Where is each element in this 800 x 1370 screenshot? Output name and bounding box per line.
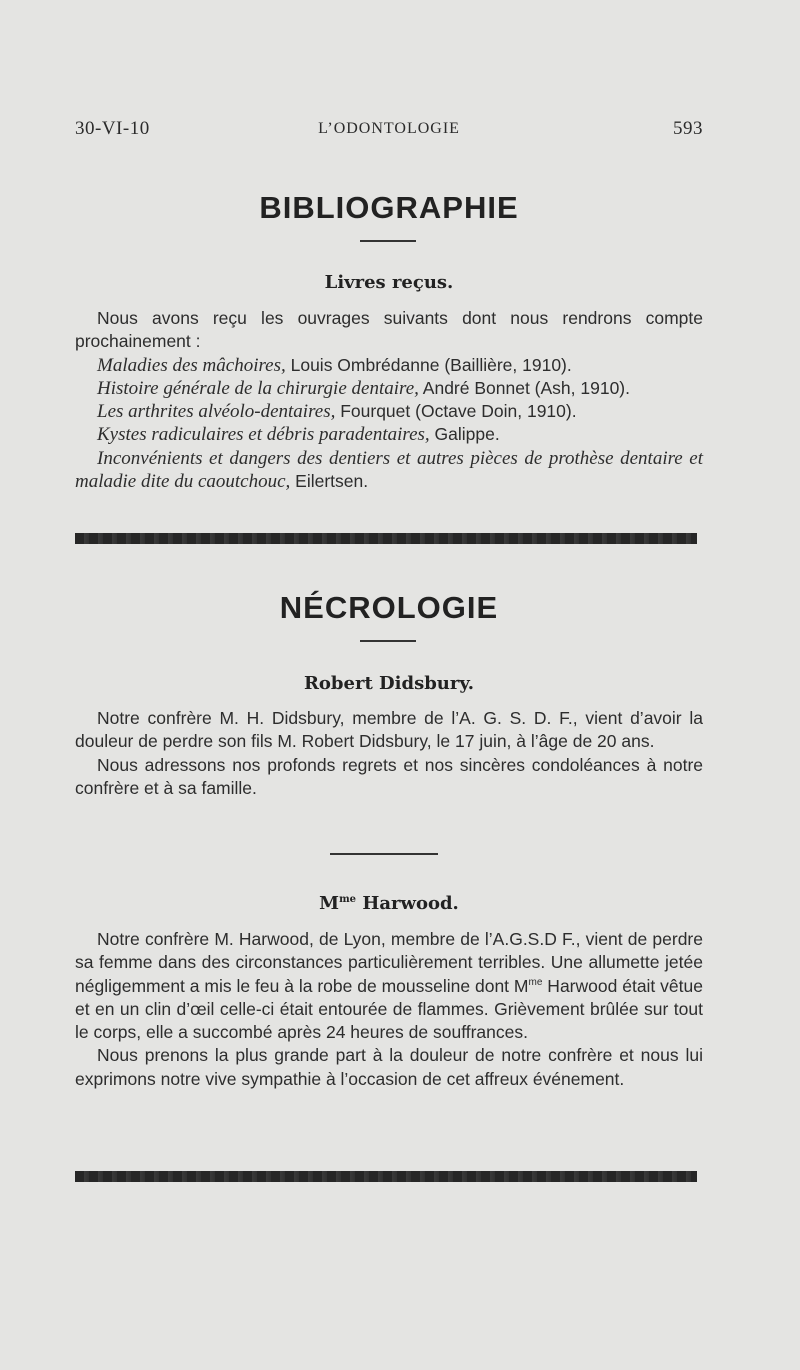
paragraph-part: Notre confrère M. Harwood, de Lyon, membre de l’A.G.S.D F., vient de perdre sa femme dans des circonstances particulièrement terribles. Une allumette jetée négligemment a mis le feu à la robe de mousseline dont M [75,929,703,996]
didsbury-heading: Robert Didsbury. [303,673,475,694]
bibliographie-body [75,307,703,493]
paragraph-part: Harwood était vêtue et en un clin d’œil celle-ci était entourée de flammes. Grièvement brûlée sur tout le corps, elle a succombé après 24 heures de souffrances. [75,975,703,1043]
header-journal: L’ODONTOLOGIE [318,120,460,137]
section-separator [75,533,697,544]
heading-part: M [319,893,340,914]
section-separator [75,1171,697,1182]
book-entry [75,400,703,423]
book-details: Louis Ombrédanne (Baillière, 1910). [285,354,572,375]
book-details: Fourquet (Octave Doin, 1910). [335,401,577,422]
book-entry [75,354,703,377]
paragraph: Nous adressons nos profonds regrets et nos sincères condoléances à notre confrère et à sa famille. [75,754,703,798]
header-page-number: 593 [673,118,703,139]
necrologie-title: NÉCROLOGIE [279,590,499,625]
book-title: Kystes radiculaires et débris paradentaires, [97,424,430,446]
book-title: Les arthrites alvéolo-dentaires, [97,401,336,423]
harwood-body [75,928,703,1091]
harwood-heading [75,893,703,914]
book-entry [75,423,703,446]
book-entry [75,377,703,400]
divider [360,640,416,642]
paragraph: Notre confrère M. H. Didsbury, membre de l’A. G. S. D. F., vient d’avoir la douleur de perdre son fils M. Robert Didsbury, le 17 juin, à l’âge de 20 ans. [75,708,703,752]
running-header [75,118,703,148]
heading-part: Harwood. [356,893,459,914]
book-title: Inconvénients et dangers des dentiers et autres pièces de prothèse dentaire et maladie dite du caoutchouc, [75,447,703,493]
divider [360,240,416,242]
livres-recus-heading: Livres reçus. [324,272,454,293]
paragraph [75,928,703,1044]
bibliographie-title: BIBLIOGRAPHIE [259,190,519,225]
book-title: Histoire générale de la chirurgie dentaire, [97,377,419,399]
book-details: Galippe. [429,424,500,445]
paragraph-sup: me [528,976,543,988]
heading-sup: me [339,894,357,905]
book-details: André Bonnet (Ash, 1910). [418,377,631,398]
book-details: Eilertsen. [290,471,369,492]
didsbury-body [75,707,703,800]
bibliographie-intro: Nous avons reçu les ouvrages suivants dont nous rendrons compte prochainement : [75,308,703,352]
divider [330,853,438,855]
header-date: 30-VI-10 [75,118,150,139]
book-entry [75,447,703,494]
book-title: Maladies des mâchoires, [97,354,286,376]
paragraph: Nous prenons la plus grande part à la douleur de notre confrère et nous lui exprimons notre vive sympathie à l’occasion de cet affreux événement. [75,1045,703,1089]
